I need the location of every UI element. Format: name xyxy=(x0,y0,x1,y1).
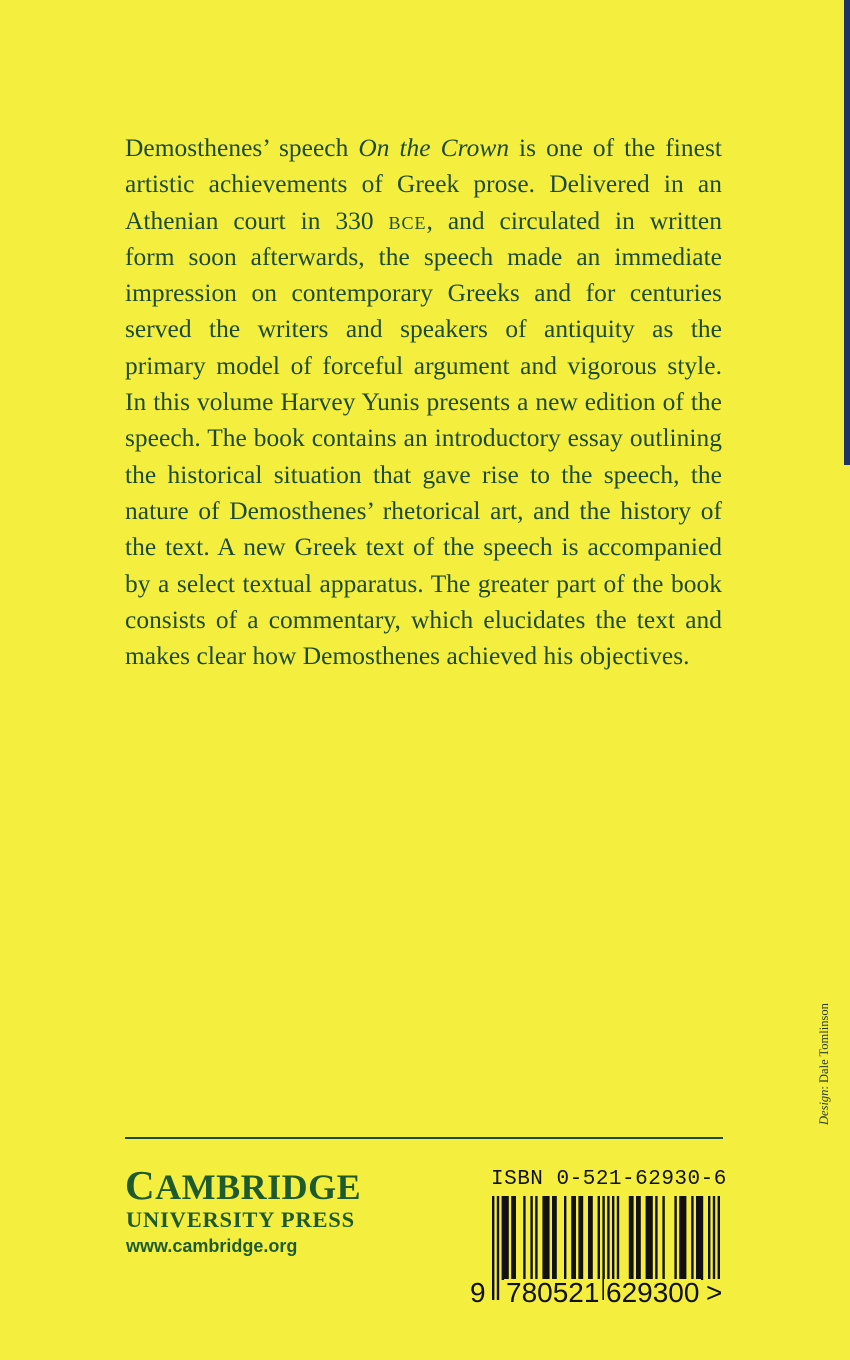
publisher-url: www.cambridge.org xyxy=(126,1236,298,1256)
barcode-bar xyxy=(674,1196,676,1280)
barcode-guard-bar xyxy=(492,1196,494,1300)
blurb-line xyxy=(125,130,722,166)
blurb-text-run: speech. The book contains an introductory essay outlining xyxy=(125,424,722,453)
publisher-name-rest: AMBRIDGE xyxy=(155,1167,362,1207)
design-credit-separator: : xyxy=(817,1082,831,1090)
barcode-digits-left: 780521 xyxy=(506,1277,600,1308)
blurb-text-run: primary model of forceful argument and vigorous style. xyxy=(125,351,722,380)
blurb-text-run: form soon afterwards, the speech made an immediate xyxy=(125,242,722,271)
publisher-name-initial: C xyxy=(125,1162,156,1208)
blurb-line xyxy=(125,239,722,275)
barcode-bar xyxy=(629,1196,634,1280)
blurb-text-run: , and circulated in written xyxy=(426,206,722,235)
barcode-bar xyxy=(552,1196,557,1280)
era-abbreviation: bce xyxy=(388,206,427,235)
divider-rule xyxy=(125,1137,723,1139)
blurb-text-run: nature of Demosthenes’ rhetorical art, and the history of xyxy=(125,496,722,525)
barcode-bar xyxy=(523,1196,525,1280)
blurb-text-run: In this volume Harvey Yunis presents a new edition of the xyxy=(125,388,722,417)
barcode-quiet-zone-mark: > xyxy=(706,1277,723,1308)
blurb-text xyxy=(125,130,722,674)
barcode-bar xyxy=(691,1196,693,1280)
barcode-bar xyxy=(598,1196,600,1280)
design-credit-name: Dale Tomlinson xyxy=(817,1003,831,1083)
blurb-line xyxy=(125,203,722,239)
barcode-digit-first: 9 xyxy=(470,1277,486,1308)
barcode-bar xyxy=(578,1196,583,1280)
barcode-bar xyxy=(535,1196,537,1280)
barcode-bar xyxy=(571,1196,576,1280)
blurb-line xyxy=(125,275,722,311)
barcode-bar xyxy=(696,1196,703,1280)
barcode-bar xyxy=(636,1196,641,1280)
blurb-text-run: the historical situation that gave rise to the speech, the xyxy=(125,460,722,489)
spine-edge xyxy=(844,0,850,465)
blurb-line xyxy=(125,529,722,565)
book-title: On the Crown xyxy=(358,134,510,162)
publisher-subtitle: UNIVERSITY PRESS xyxy=(126,1207,355,1232)
blurb-text-run: by a select textual apparatus. The greater part of the book xyxy=(125,569,722,598)
blurb-text-run: Demosthenes’ speech xyxy=(125,134,359,162)
barcode-guard-bar xyxy=(497,1196,499,1300)
barcode-digits-right: 629300 xyxy=(606,1277,700,1308)
barcode-bar xyxy=(662,1196,664,1280)
barcode-bar xyxy=(564,1196,566,1280)
blurb-line xyxy=(125,566,722,602)
blurb-line xyxy=(125,638,722,674)
barcode-bar xyxy=(646,1196,653,1280)
barcode-bar xyxy=(588,1196,593,1280)
barcode-bar xyxy=(530,1196,532,1280)
blurb-line xyxy=(125,602,722,638)
design-credit-label: Design xyxy=(817,1089,831,1125)
blurb-line xyxy=(125,311,722,347)
barcode-bar xyxy=(708,1196,710,1280)
blurb-text-run: consists of a commentary, which elucidates the text and xyxy=(125,605,722,634)
blurb-text-run: is one of the finest xyxy=(509,134,722,162)
blurb-text-run: artistic achievements of Greek prose. Delivered in an xyxy=(125,170,722,199)
blurb-line xyxy=(125,166,722,202)
blurb-line xyxy=(125,384,722,420)
barcode-bar xyxy=(612,1196,614,1280)
blurb-line xyxy=(125,348,722,384)
blurb-text-run: makes clear how Demosthenes achieved his objectives. xyxy=(125,642,690,671)
barcode-bar xyxy=(502,1196,509,1280)
blurb-line xyxy=(125,420,722,456)
barcode-bar xyxy=(511,1196,516,1280)
isbn-label: ISBN 0-521-62930-6 xyxy=(491,1168,727,1191)
blurb-text-run: served the writers and speakers of antiquity as the xyxy=(125,315,722,344)
blurb-line xyxy=(125,493,722,529)
design-credit xyxy=(817,1003,832,1125)
blurb-text-run: the text. A new Greek text of the speech is accompanied xyxy=(125,533,722,562)
barcode-bar xyxy=(617,1196,619,1280)
blurb-text-run: impression on contemporary Greeks and for centuries xyxy=(125,279,722,308)
publisher-name xyxy=(125,1162,362,1208)
barcode-bar xyxy=(679,1196,686,1280)
blurb-text-run: Athenian court in 330 xyxy=(125,206,389,235)
barcode-bar xyxy=(542,1196,549,1280)
blurb-line xyxy=(125,457,722,493)
barcode-bar xyxy=(655,1196,657,1280)
